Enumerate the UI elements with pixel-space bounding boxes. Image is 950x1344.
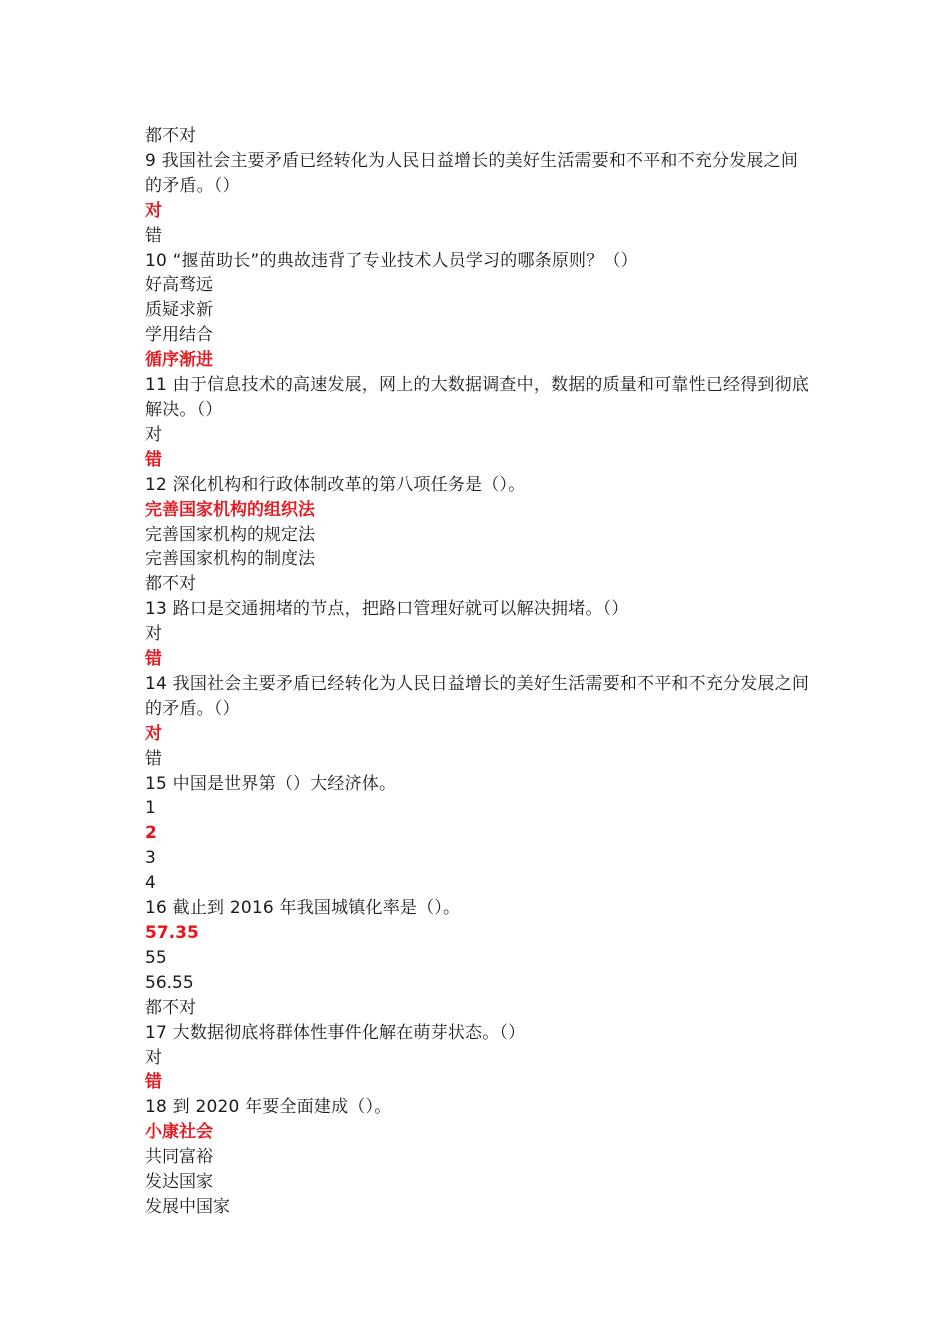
answer-option: 56.55 (145, 972, 194, 993)
question-text: 11 由于信息技术的高速发展，网上的大数据调查中，数据的质量和可靠性已经得到彻底解决。（） (145, 375, 810, 420)
answer-option: 错 (145, 748, 162, 769)
answer-option: 都不对 (145, 997, 196, 1018)
answer-option: 好高骛远 (145, 275, 213, 296)
question-text: 14 我国社会主要矛盾已经转化为人民日益增长的美好生活需要和不平和不充分发展之间的矛盾。（） (145, 673, 810, 719)
answer-option: 对 (145, 424, 162, 445)
correct-answer-option: 错 (145, 1072, 162, 1093)
correct-answer-option: 循序渐进 (145, 350, 213, 371)
question-text: 18 到 2020 年要全面建成（）。 (145, 1097, 392, 1118)
correct-answer-option: 小康社会 (145, 1122, 213, 1143)
answer-option: 1 (145, 798, 156, 819)
correct-answer-option: 2 (145, 823, 157, 844)
answer-option: 发达国家 (145, 1172, 213, 1193)
answer-option: 发展中国家 (145, 1196, 230, 1217)
correct-answer-option: 57.35 (145, 923, 199, 943)
answer-option: 对 (145, 1047, 162, 1068)
question-text: 16 截止到 2016 年我国城镇化率是（）。 (145, 898, 461, 919)
correct-answer-option: 错 (145, 649, 162, 670)
answer-option: 都不对 (145, 126, 196, 146)
correct-answer-option: 错 (145, 449, 162, 470)
question-text: 9 我国社会主要矛盾已经转化为人民日益增长的美好生活需要和不平和不充分发展之间的矛盾。（） (145, 150, 799, 196)
answer-option: 都不对 (145, 574, 196, 595)
correct-answer-option: 完善国家机构的组织法 (145, 499, 315, 520)
answer-option: 错 (145, 225, 162, 246)
question-text: 10 “揠苗助长”的典故违背了专业技术人员学习的哪条原则？（） (145, 250, 638, 271)
answer-option: 对 (145, 624, 162, 645)
answer-option: 55 (145, 947, 167, 968)
question-text: 15 中国是世界第（）大经济体。 (145, 773, 397, 794)
answer-option: 4 (145, 873, 156, 894)
correct-answer-option: 对 (145, 723, 162, 744)
answer-option: 完善国家机构的制度法 (145, 549, 315, 570)
answer-option: 完善国家机构的规定法 (145, 524, 315, 545)
question-text: 12 深化机构和行政体制改革的第八项任务是（）。 (145, 474, 526, 495)
correct-answer-option: 对 (145, 200, 162, 221)
question-text: 13 路口是交通拥堵的节点，把路口管理好就可以解决拥堵。（） (145, 599, 629, 620)
question-text: 17 大数据彻底将群体性事件化解在萌芽状态。（） (145, 1022, 526, 1043)
answer-option: 学用结合 (145, 325, 213, 346)
answer-option: 3 (145, 848, 156, 869)
answer-option: 质疑求新 (145, 300, 213, 321)
answer-option: 共同富裕 (145, 1147, 213, 1168)
document-body (145, 124, 810, 1220)
